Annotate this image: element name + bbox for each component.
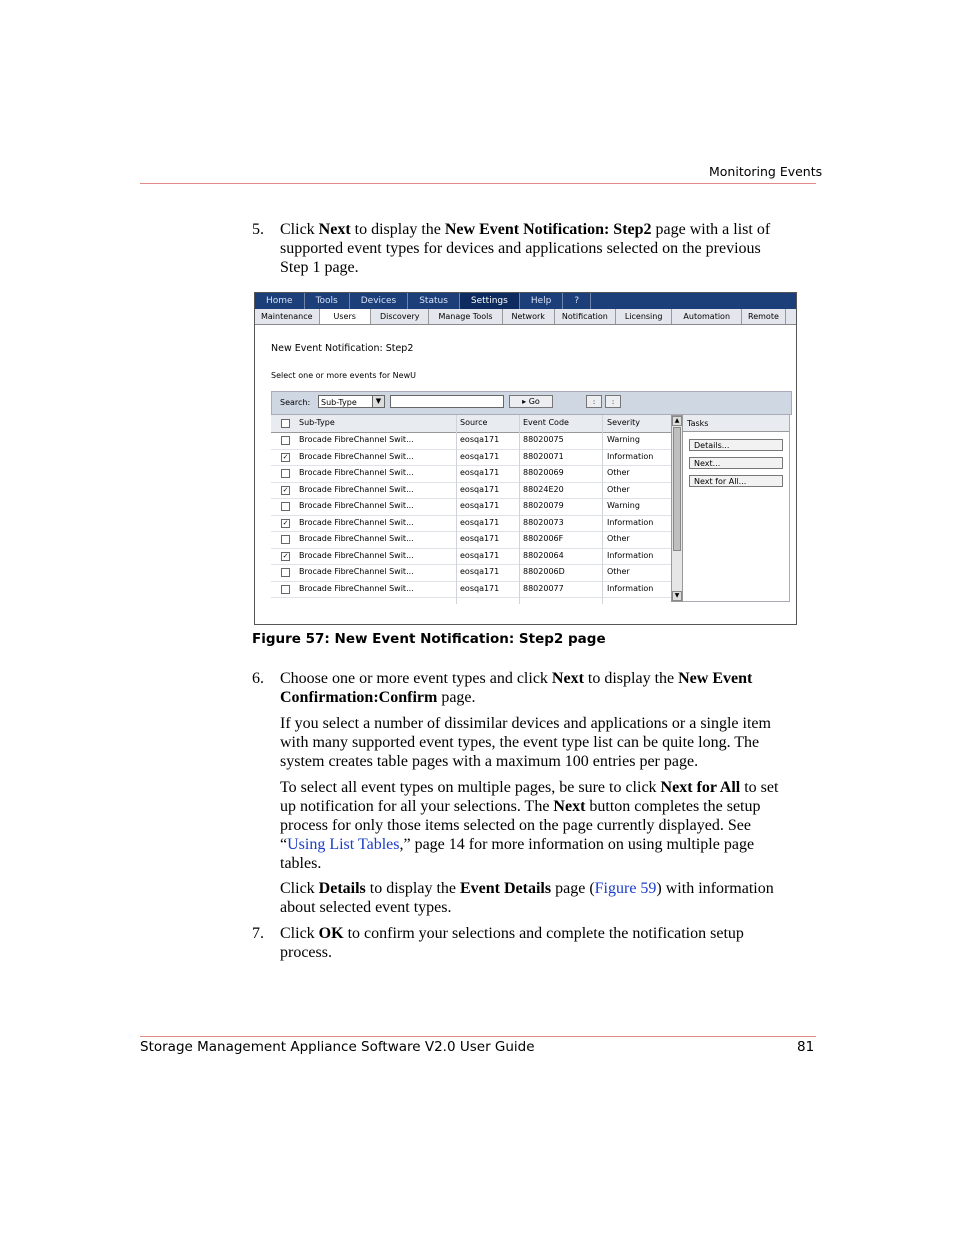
cell-sub-type: Brocade FibreChannel Swit... [299,451,414,461]
table-row[interactable] [271,449,671,467]
cell-severity: Information [607,517,654,527]
scroll-down-icon[interactable]: ▼ [672,591,682,601]
tab-devices[interactable]: Devices [350,293,408,309]
details-button[interactable]: Details... [689,439,783,451]
cell-event-code: 88020064 [523,550,564,560]
subtab-licensing[interactable]: Licensing [616,309,673,324]
row-checkbox[interactable] [281,568,290,577]
go-button[interactable]: ▸ Go [509,395,553,408]
step-5-number: 5. [252,221,264,238]
cell-event-code: 88020071 [523,451,564,461]
table-header-row [271,415,671,433]
column-divider [519,415,520,604]
tab-settings[interactable]: Settings [460,293,520,309]
cell-source: eosqa171 [460,583,500,593]
cell-severity: Information [607,451,654,461]
step-5-text: Click Next to display the New Event Notification: Step2 page with a list of supported event types for devices and applications selected on the previous Step 1 page. [280,221,771,276]
scroll-up-icon[interactable]: ▲ [672,416,682,426]
table-row[interactable] [271,564,671,582]
cell-severity: Other [607,567,630,576]
cell-severity: Other [607,468,630,477]
figure-59-link[interactable]: Figure 59 [594,880,657,897]
paragraph-dissimilar-devices: If you select a number of dissimilar devices and applications or a single item with many supported event types, the event type list can be quite long. The system creates table pages with a maximum 100 entries per page. [280,715,771,770]
paragraph-next-for-all: To select all event types on multiple pages, be sure to click Next for All to set up notification for all your selections. The Next button completes the setup process for only those items selected on the page currently displayed. See “Using List Tables,” page 14 for more information on using multiple page tables. [280,779,779,872]
table-row[interactable] [271,498,671,516]
row-checkbox[interactable] [281,585,290,594]
step-7-number: 7. [252,925,264,942]
header-rule [140,183,816,184]
prev-page-button[interactable]: : [586,395,602,408]
sub-nav [255,309,796,325]
search-toolbar [271,391,792,415]
col-source[interactable]: Source [460,418,488,427]
search-field-select[interactable]: Sub-Type ▼ [318,395,385,408]
cell-sub-type: Brocade FibreChannel Swit... [299,534,414,543]
cell-event-code: 88020075 [523,435,564,444]
cell-sub-type: Brocade FibreChannel Swit... [299,567,414,576]
cell-event-code: 88020077 [523,583,564,593]
table-row[interactable] [271,515,671,533]
cell-severity: Warning [607,501,640,510]
tab-help[interactable]: Help [520,293,564,309]
select-all-checkbox[interactable] [281,419,290,428]
scroll-thumb[interactable] [673,427,681,551]
cell-event-code: 88024E20 [523,484,564,494]
column-divider [602,415,603,604]
table-row[interactable] [271,482,671,500]
tab-home[interactable]: Home [255,293,305,309]
row-checkbox[interactable]: ✓ [282,551,289,560]
event-table [271,415,671,604]
row-checkbox[interactable]: ✓ [282,485,289,494]
cell-event-code: 88020073 [523,517,564,527]
step-6-text: Choose one or more event types and click Next to display the New Event Confirmation:Confirm page. [280,670,753,706]
col-sub-type[interactable]: Sub-Type [299,418,335,427]
table-row[interactable] [271,465,671,483]
cell-severity: Other [607,484,630,494]
subtab-users[interactable]: Users [320,309,371,324]
table-row[interactable] [271,432,671,450]
page-title: New Event Notification: Step2 [271,343,414,354]
subtab-notification[interactable]: Notification [555,309,616,324]
cell-source: eosqa171 [460,468,500,477]
top-nav [255,293,796,309]
page-number: 81 [797,1039,815,1055]
tasks-panel [683,415,790,602]
table-row[interactable] [271,548,671,566]
search-input[interactable] [390,395,504,408]
row-checkbox[interactable] [281,535,290,544]
cell-sub-type: Brocade FibreChannel Swit... [299,517,414,527]
cell-sub-type: Brocade FibreChannel Swit... [299,435,414,444]
tasks-title: Tasks [683,415,789,432]
subtab-automation[interactable]: Automation [672,309,742,324]
col-event-code[interactable]: Event Code [523,418,569,427]
footer-rule [140,1036,816,1037]
subtab-discovery[interactable]: Discovery [371,309,430,324]
instruction-text: Select one or more events for NewU [271,371,416,380]
row-checkbox[interactable] [281,469,290,478]
cell-event-code: 8802006D [523,567,565,576]
table-row[interactable] [271,581,671,599]
cell-severity: Other [607,534,630,543]
cell-source: eosqa171 [460,550,500,560]
chevron-down-icon: ▼ [372,396,384,407]
cell-event-code: 8802006F [523,534,564,543]
cell-severity: Information [607,550,654,560]
footer-title: Storage Management Appliance Software V2.0 User Guide [140,1039,535,1055]
row-checkbox[interactable]: ✓ [282,518,289,527]
cell-severity: Information [607,583,654,593]
using-list-tables-link[interactable]: Using List Tables [287,836,400,853]
next-page-button[interactable]: : [605,395,621,408]
cell-sub-type: Brocade FibreChannel Swit... [299,501,414,510]
cell-event-code: 88020079 [523,501,564,510]
cell-severity: Warning [607,435,640,444]
cell-source: eosqa171 [460,517,500,527]
col-severity[interactable]: Severity [607,418,641,427]
row-checkbox[interactable] [281,502,290,511]
next-button[interactable]: Next... [689,457,783,469]
figure-caption: Figure 57: New Event Notification: Step2 page [252,631,606,647]
search-label: Search: [280,398,311,407]
subtab-remote[interactable]: Remote [742,309,786,324]
paragraph-details: Click Details to display the Event Details page (Figure 59) with information about selected event types. [280,880,774,916]
cell-sub-type: Brocade FibreChannel Swit... [299,583,414,593]
row-checkbox[interactable]: ✓ [282,452,289,461]
column-divider [456,415,457,604]
next-for-all-button[interactable]: Next for All... [689,475,783,487]
cell-event-code: 88020069 [523,468,564,477]
cell-source: eosqa171 [460,567,500,576]
tab-question-icon[interactable]: ? [563,293,591,309]
row-checkbox[interactable] [281,436,290,445]
tab-tools[interactable]: Tools [305,293,350,309]
step-6-number: 6. [252,670,264,687]
cell-source: eosqa171 [460,501,500,510]
cell-source: eosqa171 [460,451,500,461]
table-row[interactable] [271,531,671,549]
cell-sub-type: Brocade FibreChannel Swit... [299,484,414,494]
running-header: Monitoring Events [709,164,823,179]
tab-status[interactable]: Status [408,293,460,309]
table-scrollbar[interactable] [671,415,683,602]
subtab-maintenance[interactable]: Maintenance [255,309,320,324]
cell-sub-type: Brocade FibreChannel Swit... [299,550,414,560]
cell-source: eosqa171 [460,484,500,494]
cell-sub-type: Brocade FibreChannel Swit... [299,468,414,477]
subtab-manage-tools[interactable]: Manage Tools [429,309,502,324]
figure-screenshot [254,292,797,625]
cell-source: eosqa171 [460,534,500,543]
subtab-network[interactable]: Network [503,309,555,324]
cell-source: eosqa171 [460,435,500,444]
step-7-text: Click OK to confirm your selections and complete the notification setup process. [280,925,744,961]
